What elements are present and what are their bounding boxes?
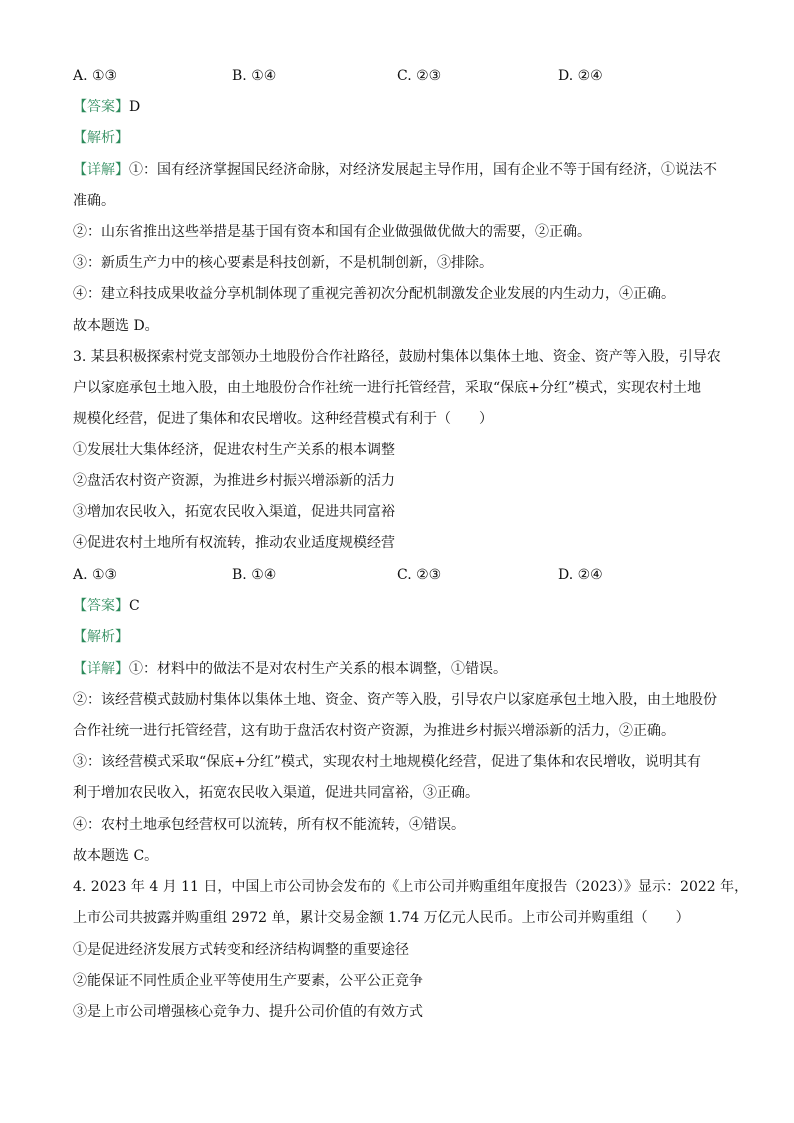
option-d: D. ②④ xyxy=(558,68,603,84)
detail-line: 合作社统一进行托管经营，这有助于盘活农村资产资源，为推进乡村振兴增添新的活力，②正确。 xyxy=(73,723,675,739)
option-a: A. ①③ xyxy=(73,567,118,583)
option-b: B. ①④ xyxy=(232,68,277,84)
option-a: A. ①③ xyxy=(73,68,118,84)
question-stem: 户以家庭承包土地入股，由土地股份合作社统一进行托管经营，采取“保底+分红”模式，实现农村土地 xyxy=(73,380,702,396)
detail-line: ④：农村土地承包经营权可以流转，所有权不能流转，④错误。 xyxy=(73,817,465,833)
detail-label: 【详解】 xyxy=(73,661,129,677)
detail-label: 【详解】 xyxy=(73,162,129,178)
detail-line: ②：该经营模式鼓励村集体以集体土地、资金、资产等入股，引导农户以家庭承包土地入股，由土地股份 xyxy=(73,692,717,708)
question-stem: 规模化经营，促进了集体和农民增收。这种经营模式有利于（ ） xyxy=(73,411,493,427)
detail-line: 准确。 xyxy=(73,193,115,209)
option-d: D. ②④ xyxy=(558,567,603,583)
option-c: C. ②③ xyxy=(397,68,442,84)
question-stem: 4. 2023 年 4 月 11 日，中国上市公司协会发布的《上市公司并购重组年度报告（2023）》显示：2022 年， xyxy=(73,879,749,895)
question-stem: 3. 某县积极探索村党支部领办土地股份合作社路径，鼓励村集体以集体土地、资金、资产等入股，引导农 xyxy=(73,349,721,365)
option-c: C. ②③ xyxy=(397,567,442,583)
detail-line xyxy=(73,161,717,179)
answer-label: 【答案】 xyxy=(73,99,129,115)
conclusion-line: 故本题选 C。 xyxy=(73,848,159,864)
answer-line xyxy=(73,98,140,116)
question-stem: 上市公司共披露并购重组 2972 单，累计交易金额 1.74 万亿元人民币。上市公司并购重组（ ） xyxy=(73,910,690,926)
option-b: B. ①④ xyxy=(232,567,277,583)
detail-line: ②：山东省推出这些举措是基于国有资本和国有企业做强做优做大的需要，②正确。 xyxy=(73,224,591,240)
detail-line: ③：该经营模式采取“保底+分红”模式，实现农村土地规模化经营，促进了集体和农民增收，说明其有 xyxy=(73,754,702,770)
detail-line: ④：建立科技成果收益分享机制体现了重视完善初次分配机制激发企业发展的内生动力，④正确。 xyxy=(73,286,675,302)
analysis-label: 【解析】 xyxy=(73,130,129,146)
answer-value: D xyxy=(129,99,141,115)
statement-item: ①发展壮大集体经济，促进农村生产关系的根本调整 xyxy=(73,442,395,458)
answer-value: C xyxy=(129,598,140,614)
statement-item: ②能保证不同性质企业平等使用生产要素，公平公正竞争 xyxy=(73,973,423,989)
answer-label: 【答案】 xyxy=(73,598,129,614)
detail-text: ①：国有经济掌握国民经济命脉，对经济发展起主导作用，国有企业不等于国有经济，①说法不 xyxy=(129,162,717,178)
detail-line: ③：新质生产力中的核心要素是科技创新，不是机制创新，③排除。 xyxy=(73,255,493,271)
statement-item: ③增加农民收入，拓宽农民收入渠道，促进共同富裕 xyxy=(73,504,395,520)
statement-item: ④促进农村土地所有权流转，推动农业适度规模经营 xyxy=(73,535,395,551)
detail-line xyxy=(73,660,507,678)
answer-line xyxy=(73,597,140,615)
statement-item: ③是上市公司增强核心竞争力、提升公司价值的有效方式 xyxy=(73,1004,423,1020)
analysis-label: 【解析】 xyxy=(73,629,129,645)
conclusion-line: 故本题选 D。 xyxy=(73,318,159,334)
detail-line: 利于增加农民收入，拓宽农民收入渠道，促进共同富裕，③正确。 xyxy=(73,785,479,801)
statement-item: ②盘活农村资产资源，为推进乡村振兴增添新的活力 xyxy=(73,473,395,489)
detail-text: ①：材料中的做法不是对农村生产关系的根本调整，①错误。 xyxy=(129,661,507,677)
statement-item: ①是促进经济发展方式转变和经济结构调整的重要途径 xyxy=(73,942,409,958)
